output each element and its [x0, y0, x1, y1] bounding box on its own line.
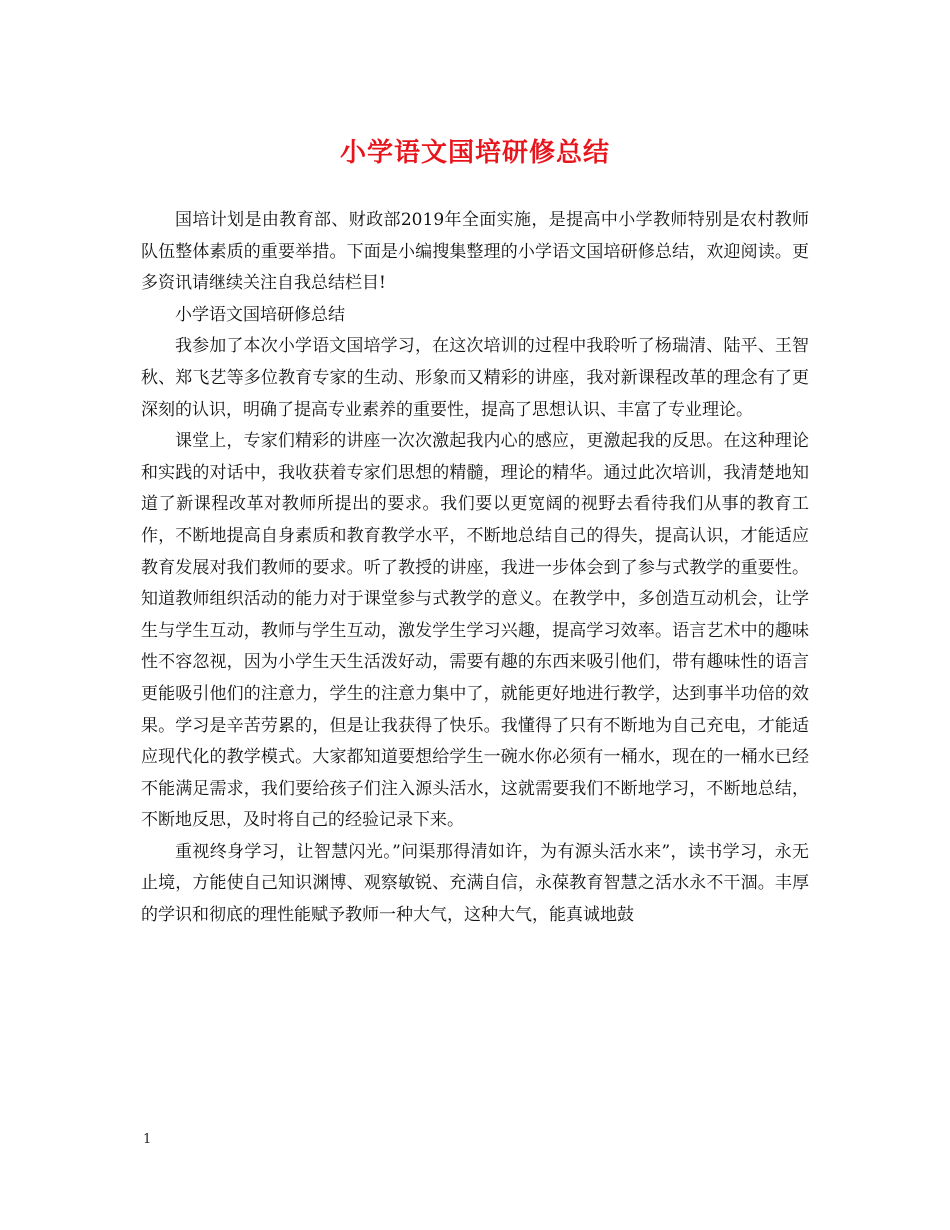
paragraph-subtitle: 小学语文国培研修总结 [175, 304, 345, 325]
document-title: 小学语文国培研修总结 [339, 138, 610, 168]
paragraph-intro: 国培计划是由教育部、财政部2019年全面实施，是提高中小学教师特别是农村教师队伍整体素质的重要举措。下面是小编搜集整理的小学语文国培研修总结，欢迎阅读。更多资讯请继续关注自我总结栏目! [141, 210, 809, 294]
page-number: 1 [143, 1132, 152, 1147]
paragraph-3: 重视终身学习，让智慧闪光。”问渠那得清如许，为有源头活水来”，读书学习，永无止境，方能使自己知识渊博、观察敏锐、充满自信，永葆教育智慧之活水永不干涸。丰厚的学识和彻底的理性能赋予教师一种大气，这种大气，能真诚地鼓 [141, 841, 809, 926]
paragraph-1: 我参加了本次小学语文国培学习，在这次培训的过程中我聆听了杨瑞清、陆平、王智秋、郑飞艺等多位教育专家的生动、形象而又精彩的讲座，我对新课程改革的理念有了更深刻的认识，明确了提高专业素养的重要性，提高了思想认识、丰富了专业理论。 [141, 336, 809, 420]
paragraph-2: 课堂上，专家们精彩的讲座一次次激起我内心的感应，更激起我的反思。在这种理论和实践的对话中，我收获着专家们思想的精髓，理论的精华。通过此次培训，我清楚地知道了新课程改革对教师所提出的要求。我们要以更宽阔的视野去看待我们从事的教育工作，不断地提高自身素质和教育教学水平，不断地总结自己的得失，提高认识，才能适应教育发展对我们教师的要求。听了教授的讲座，我进一步体会到了参与式教学的重要性。知道教师组织活动的能力对于课堂参与式教学的意义。在教学中，多创造互动机会，让学生与学生互动，教师与学生互动，激发学生学习兴趣，提高学习效率。语言艺术中的趣味性不容忽视，因为小学生天生活泼好动，需要有趣的东西来吸引他们，带有趣味性的语言更能吸引他们的注意力，学生的注意力集中了，就能更好地进行教学，达到事半功倍的效果。学习是辛苦劳累的，但是让我获得了快乐。我懂得了只有不断地为自己充电，才能适应现代化的教学模式。大家都知道要想给学生一碗水你必须有一桶水，现在的一桶水已经不能满足需求，我们要给孩子们注入源头活水，这就需要我们不断地学习，不断地总结，不断地反思，及时将自己的经验记录下来。 [141, 431, 809, 831]
document-body [141, 205, 809, 932]
